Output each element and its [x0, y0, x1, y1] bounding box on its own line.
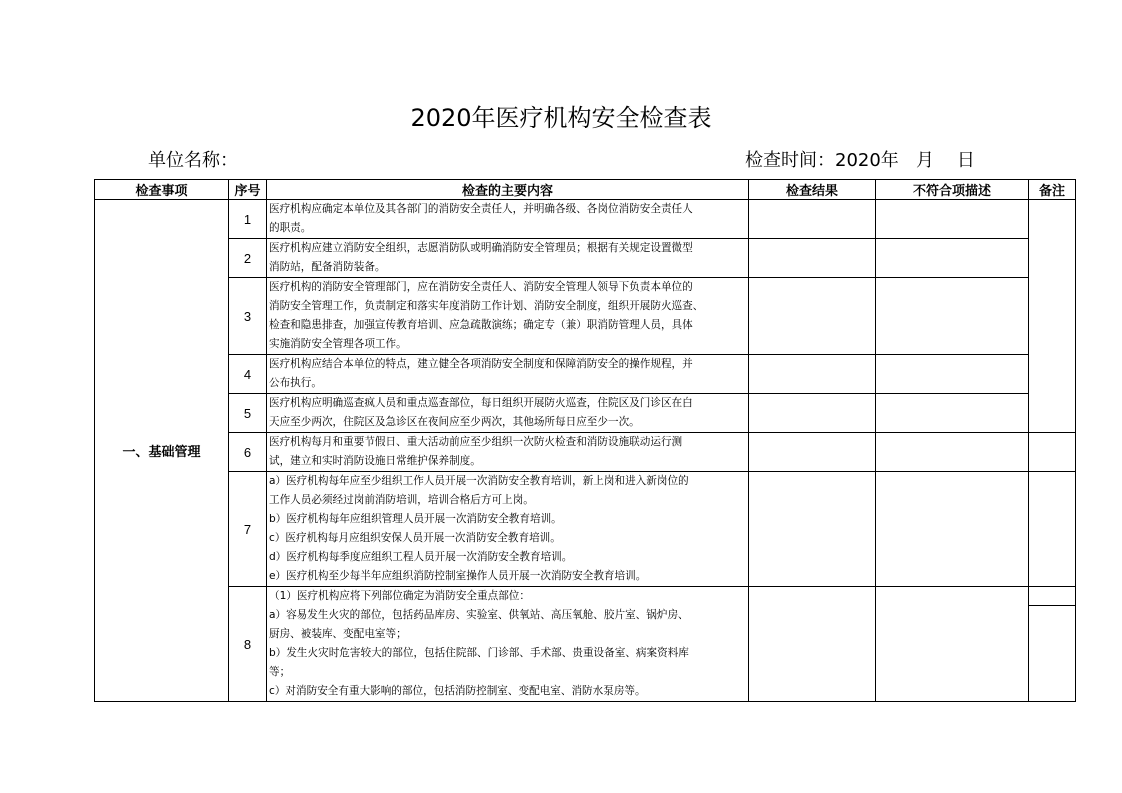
header-seq: 序号 — [229, 180, 267, 200]
nonconformity-cell[interactable] — [876, 278, 1029, 355]
seq-cell: 4 — [229, 355, 267, 394]
seq-cell: 1 — [229, 200, 267, 239]
result-cell[interactable] — [749, 472, 876, 587]
content-line: a）容易发生火灾的部位，包括药品库房、实验室、供氧站、高压氧舱、胶片室、锅炉房、 — [269, 609, 689, 621]
result-cell[interactable] — [749, 587, 876, 702]
result-cell[interactable] — [749, 433, 876, 472]
content-line: d）医疗机构每季度应组织工程人员开展一次消防安全教育培训。 — [269, 551, 573, 563]
remarks-cell[interactable] — [1029, 200, 1076, 433]
seq-cell: 7 — [229, 472, 267, 587]
table-row — [95, 433, 1076, 472]
remarks-cell[interactable] — [1029, 433, 1076, 472]
content-cell — [267, 433, 749, 472]
header-remarks: 备注 — [1029, 180, 1076, 200]
content-line: 医疗机构应建立消防安全组织，志愿消防队或明确消防安全管理员；根据有关规定设置微型 — [269, 242, 693, 254]
table-row — [95, 355, 1076, 394]
unit-name-label: 单位名称： — [148, 150, 238, 171]
result-cell[interactable] — [749, 200, 876, 239]
content-cell — [267, 587, 749, 702]
remarks-cell[interactable] — [1029, 587, 1076, 606]
seq-cell: 3 — [229, 278, 267, 355]
content-line: c）对消防安全有重大影响的部位，包括消防控制室、变配电室、消防水泵房等。 — [269, 685, 646, 697]
nonconformity-cell[interactable] — [876, 239, 1029, 278]
remarks-cell[interactable] — [1029, 606, 1076, 702]
content-line: b）医疗机构每年应组织管理人员开展一次消防安全教育培训。 — [269, 513, 562, 525]
content-line: 实施消防安全管理各项工作。 — [269, 338, 407, 350]
content-line: 试，建立和实时消防设施日常维护保养制度。 — [269, 455, 481, 467]
content-line: 工作人员必须经过岗前消防培训，培训合格后方可上岗。 — [269, 494, 534, 506]
result-cell[interactable] — [749, 394, 876, 433]
table-row — [95, 472, 1076, 587]
inspection-table — [94, 179, 1076, 702]
content-line: 医疗机构的消防安全管理部门，应在消防安全责任人、消防安全管理人领导下负责本单位的 — [269, 281, 693, 293]
content-line: 的职责。 — [269, 222, 312, 234]
result-cell[interactable] — [749, 278, 876, 355]
seq-cell: 2 — [229, 239, 267, 278]
content-line: 医疗机构应确定本单位及其各部门的消防安全责任人，并明确各级、各岗位消防安全责任人 — [269, 203, 693, 215]
content-cell — [267, 200, 749, 239]
content-cell — [267, 355, 749, 394]
header-nonconformity: 不符合项描述 — [876, 180, 1029, 200]
table-row — [95, 587, 1076, 606]
content-cell — [267, 394, 749, 433]
content-line: 等； — [269, 666, 291, 678]
nonconformity-cell[interactable] — [876, 587, 1029, 702]
content-line: 厨房、被装库、变配电室等； — [269, 628, 407, 640]
table-row — [95, 200, 1076, 239]
table-row — [95, 394, 1076, 433]
nonconformity-cell[interactable] — [876, 394, 1029, 433]
result-cell[interactable] — [749, 355, 876, 394]
content-cell — [267, 472, 749, 587]
table-header-row — [95, 180, 1076, 200]
remarks-cell[interactable] — [1029, 472, 1076, 587]
result-cell[interactable] — [749, 239, 876, 278]
content-line: b）发生火灾时危害较大的部位，包括住院部、门诊部、手术部、贵重设备室、病案资料库 — [269, 647, 689, 659]
seq-cell: 6 — [229, 433, 267, 472]
content-line: 消防安全管理工作，负责制定和落实年度消防工作计划、消防安全制度，组织开展防火巡查、 — [269, 300, 704, 312]
category-cell: 一、基础管理 — [95, 200, 229, 702]
header-result: 检查结果 — [749, 180, 876, 200]
nonconformity-cell[interactable] — [876, 433, 1029, 472]
content-line: 医疗机构应明确巡查疯人员和重点巡查部位，每日组织开展防火巡查，住院区及门诊区在白 — [269, 397, 693, 409]
document-title: 2020年医疗机构安全检查表 — [410, 104, 712, 132]
seq-cell: 8 — [229, 587, 267, 702]
content-line: （1）医疗机构应将下列部位确定为消防安全重点部位： — [269, 590, 530, 602]
header-content: 检查的主要内容 — [267, 180, 749, 200]
content-line: 公布执行。 — [269, 377, 322, 389]
content-line: 医疗机构应结合本单位的特点，建立健全各项消防安全制度和保障消防安全的操作规程，并 — [269, 358, 693, 370]
nonconformity-cell[interactable] — [876, 355, 1029, 394]
content-line: 天应至少两次，住院区及急诊区在夜间应至少两次，其他场所每日应至少一次。 — [269, 416, 640, 428]
seq-cell: 5 — [229, 394, 267, 433]
header-category: 检查事项 — [95, 180, 229, 200]
content-cell — [267, 278, 749, 355]
table-row — [95, 278, 1076, 355]
nonconformity-cell[interactable] — [876, 472, 1029, 587]
content-line: 医疗机构每月和重要节假日、重大活动前应至少组织一次防火检查和消防设施联动运行测 — [269, 436, 683, 448]
table-row — [95, 239, 1076, 278]
inspection-date-label: 检查时间：2020年 月 日 — [745, 150, 975, 171]
content-line: a）医疗机构每年应至少组织工作人员开展一次消防安全教育培训，新上岗和进入新岗位的 — [269, 475, 689, 487]
content-line: e）医疗机构至少每半年应组织消防控制室操作人员开展一次消防安全教育培训。 — [269, 570, 647, 582]
nonconformity-cell[interactable] — [876, 200, 1029, 239]
content-cell — [267, 239, 749, 278]
content-line: 检查和隐患排查，加强宣传教育培训、应急疏散演练；确定专（兼）职消防管理人员，具体 — [269, 319, 693, 331]
content-line: 消防站，配备消防装备。 — [269, 261, 386, 273]
content-line: c）医疗机构每月应组织安保人员开展一次消防安全教育培训。 — [269, 532, 561, 544]
